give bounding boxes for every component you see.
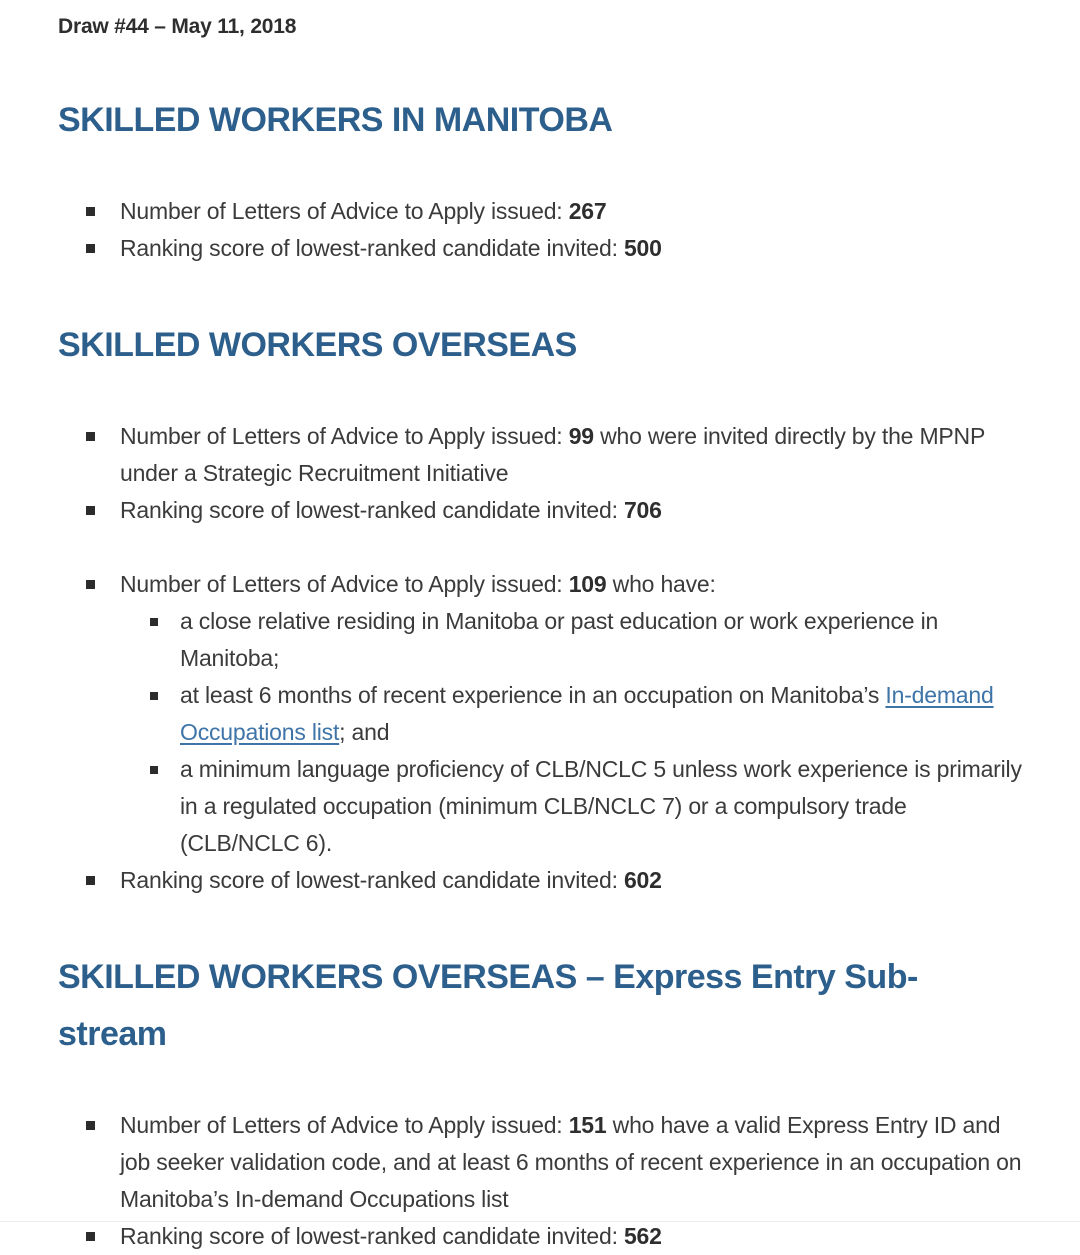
bullet-list [58, 418, 1022, 529]
bullet-list [58, 193, 1022, 267]
list-item [58, 566, 1022, 862]
stat-value: 562 [623, 1223, 662, 1249]
text-segment: who were invited directly by the MPNP under a Strategic Recruitment Initiative [120, 423, 985, 486]
list-item [58, 1107, 1022, 1218]
square-bullet-icon [150, 766, 158, 774]
bullet-list [58, 1107, 1022, 1255]
document-body [58, 92, 1022, 1255]
text-segment: a minimum language proficiency of CLB/NCLC 5 unless work experience is primarily in a regulated occupation (minimum CLB/NCLC 7) or a compulsory trade (CLB/NCLC 6). [180, 756, 1022, 856]
text-segment: Ranking score of lowest-ranked candidate invited: [120, 497, 624, 523]
text-segment: Ranking score of lowest-ranked candidate invited: [120, 1223, 624, 1249]
list-item [58, 862, 1022, 899]
stat-value: 109 [568, 571, 607, 597]
text-segment: Number of Letters of Advice to Apply issued: [120, 571, 569, 597]
list-item [58, 492, 1022, 529]
square-bullet-icon [86, 1232, 95, 1241]
page-bottom-divider [0, 1221, 1080, 1222]
bullet-list [58, 566, 1022, 899]
stat-value: 151 [568, 1112, 607, 1138]
text-segment: who have a valid Express Entry ID and job seeker validation code, and at least 6 months of recent experience in an occupation on Manitoba’s In-demand Occupations list [120, 1112, 1022, 1212]
in-demand-occupations-link[interactable]: In-demand Occupations list [180, 682, 994, 745]
stat-value: 500 [623, 235, 662, 261]
text-segment: Number of Letters of Advice to Apply issued: [120, 423, 569, 449]
square-bullet-icon [86, 244, 95, 253]
sub-list-item [120, 677, 1022, 751]
stat-value: 267 [568, 198, 607, 224]
square-bullet-icon [86, 506, 95, 515]
square-bullet-icon [86, 207, 95, 216]
list-item [58, 193, 1022, 230]
text-segment: at least 6 months of recent experience in an occupation on Manitoba’s [180, 682, 886, 708]
square-bullet-icon [86, 432, 95, 441]
section-heading: SKILLED WORKERS IN MANITOBA [58, 101, 613, 139]
text-segment: Number of Letters of Advice to Apply issued: [120, 198, 569, 224]
square-bullet-icon [150, 692, 158, 700]
sub-list-item [120, 603, 1022, 677]
square-bullet-icon [86, 876, 95, 885]
square-bullet-icon [86, 1121, 95, 1130]
draw-title: Draw #44 – May 11, 2018 [58, 15, 297, 38]
stat-value: 706 [623, 497, 662, 523]
text-segment: Number of Letters of Advice to Apply issued: [120, 1112, 569, 1138]
sub-list-item [120, 751, 1022, 862]
section-heading: SKILLED WORKERS OVERSEAS [58, 326, 577, 364]
section-heading: SKILLED WORKERS OVERSEAS – Express Entry Sub-stream [58, 958, 918, 1053]
square-bullet-icon [150, 618, 158, 626]
sub-bullet-list [120, 603, 1022, 862]
square-bullet-icon [86, 580, 95, 589]
list-item [58, 1218, 1022, 1255]
stat-value: 602 [623, 867, 662, 893]
stat-value: 99 [568, 423, 594, 449]
text-segment: a close relative residing in Manitoba or past education or work experience in Manitoba; [180, 608, 939, 671]
text-segment: Ranking score of lowest-ranked candidate invited: [120, 867, 624, 893]
list-item [58, 230, 1022, 267]
list-item [58, 418, 1022, 492]
text-segment: ; and [339, 719, 390, 745]
text-segment: Ranking score of lowest-ranked candidate invited: [120, 235, 624, 261]
text-segment: who have: [606, 571, 716, 597]
